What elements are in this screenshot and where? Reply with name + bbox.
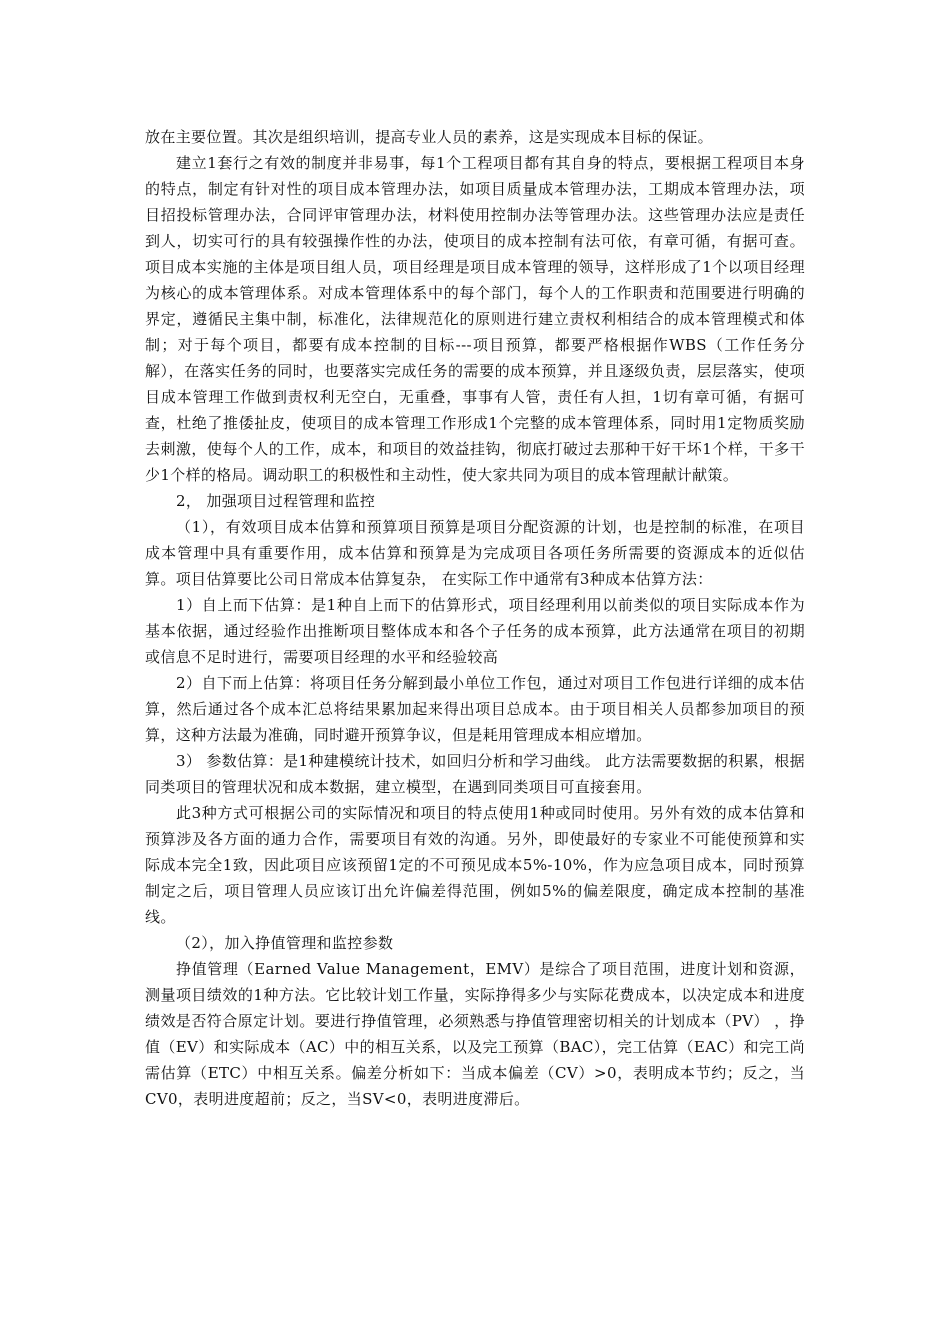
- subheading-earned-value: （2），加入挣值管理和监控参数: [176, 934, 394, 952]
- paragraph-system-building: 建立1套行之有效的制度并非易事，每1个工程项目都有其自身的特点，要根据工程项目本身的特点，制定有针对性的项目成本管理办法，如项目质量成本管理办法，工期成本管理办法，项目招投标管理办法，合同评审管理办法，材料使用控制办法等管理办法。这些管理办法应是责任到人，切实可行的具有较强操作性的办法，使项目的成本控制有法可依，有章可循，有据可查。项目成本实施的主体是项目组人员，项目经理是项目成本管理的领导，这样形成了1个以项目经理为核心的成本管理体系。对成本管理体系中的每个部门，每个人的工作职责和范围要进行明确的界定，遵循民主集中制，标准化，法律规范化的原则进行建立责权利相结合的成本管理模式和体制；对于每个项目，都要有成本控制的目标---项目预算，都要严格根据作WBS（工作任务分解），在落实任务的同时，也要落实完成任务的需要的成本预算，并且逐级负责，层层落实，使项目成本管理工作做到责权利无空白，无重叠，事事有人管，责任有人担，1切有章可循，有据可查，杜绝了推倭扯皮，使项目的成本管理工作形成1个完整的成本管理体系，同时用1定物质奖励去刺激，使每个人的工作，成本，和项目的效益挂钩，彻底打破过去那种干好干坏1个样，干多干少1个样的格局。调动职工的积极性和主动性，使大家共同为项目的成本管理献计献策。: [145, 154, 805, 484]
- paragraph-earned-value: 挣值管理（Earned Value Management，EMV）是综合了项目范围，进度计划和资源，测量项目绩效的1种方法。它比较计划工作量，实际挣得多少与实际花费成本，以决定成本和进度绩效是否符合原定计划。要进行挣值管理，必须熟悉与挣值管理密切相关的计划成本（PV） ，挣值（EV）和实际成本（AC）中的相互关系，以及完工预算（BAC），完工估算（EAC）和完工尚需估算（ETC）中相互关系。偏差分析如下：当成本偏差（CV）>0，表明成本节约；反之，当CV0，表明进度超前；反之，当SV<0，表明进度滞后。: [145, 960, 805, 1108]
- list-item-top-down: 1）自上而下估算：是1种自上而下的估算形式，项目经理利用以前类似的项目实际成本作为基本依据，通过经验作出推断项目整体成本和各个子任务的成本预算，此方法通常在项目的初期或信息不足时进行，需要项目经理的水平和经验较高: [145, 596, 805, 666]
- section-heading-process-management: 2， 加强项目过程管理和监控: [176, 492, 376, 510]
- paragraph-cost-estimation: （1），有效项目成本估算和预算项目预算是项目分配资源的计划，也是控制的标准，在项目成本管理中具有重要作用，成本估算和预算是为完成项目各项任务所需要的资源成本的近似估算。项目估算要比公司日常成本估算复杂， 在实际工作中通常有3种成本估算方法：: [145, 518, 805, 588]
- paragraph-methods-summary: 此3种方式可根据公司的实际情况和项目的特点使用1种或同时使用。另外有效的成本估算和预算涉及各方面的通力合作，需要项目有效的沟通。另外，即使最好的专家业不可能使预算和实际成本完全1致，因此项目应该预留1定的不可预见成本5%-10%，作为应急项目成本，同时预算制定之后，项目管理人员应该订出允许偏差得范围，例如5%的偏差限度，确定成本控制的基准线。: [145, 804, 805, 926]
- list-item-bottom-up: 2）自下而上估算：将项目任务分解到最小单位工作包，通过对项目工作包进行详细的成本估算，然后通过各个成本汇总将结果累加起来得出项目总成本。由于项目相关人员都参加项目的预算，这种方法最为准确，同时避开预算争议，但是耗用管理成本相应增加。: [145, 674, 805, 744]
- document-body: [145, 124, 805, 1112]
- list-item-parametric: 3） 参数估算：是1种建模统计技术，如回归分析和学习曲线。 此方法需要数据的积累，根据同类项目的管理状况和成本数据，建立模型，在遇到同类项目可直接套用。: [145, 752, 805, 796]
- paragraph-continuation: 放在主要位置。其次是组织培训，提高专业人员的素养，这是实现成本目标的保证。: [145, 128, 713, 146]
